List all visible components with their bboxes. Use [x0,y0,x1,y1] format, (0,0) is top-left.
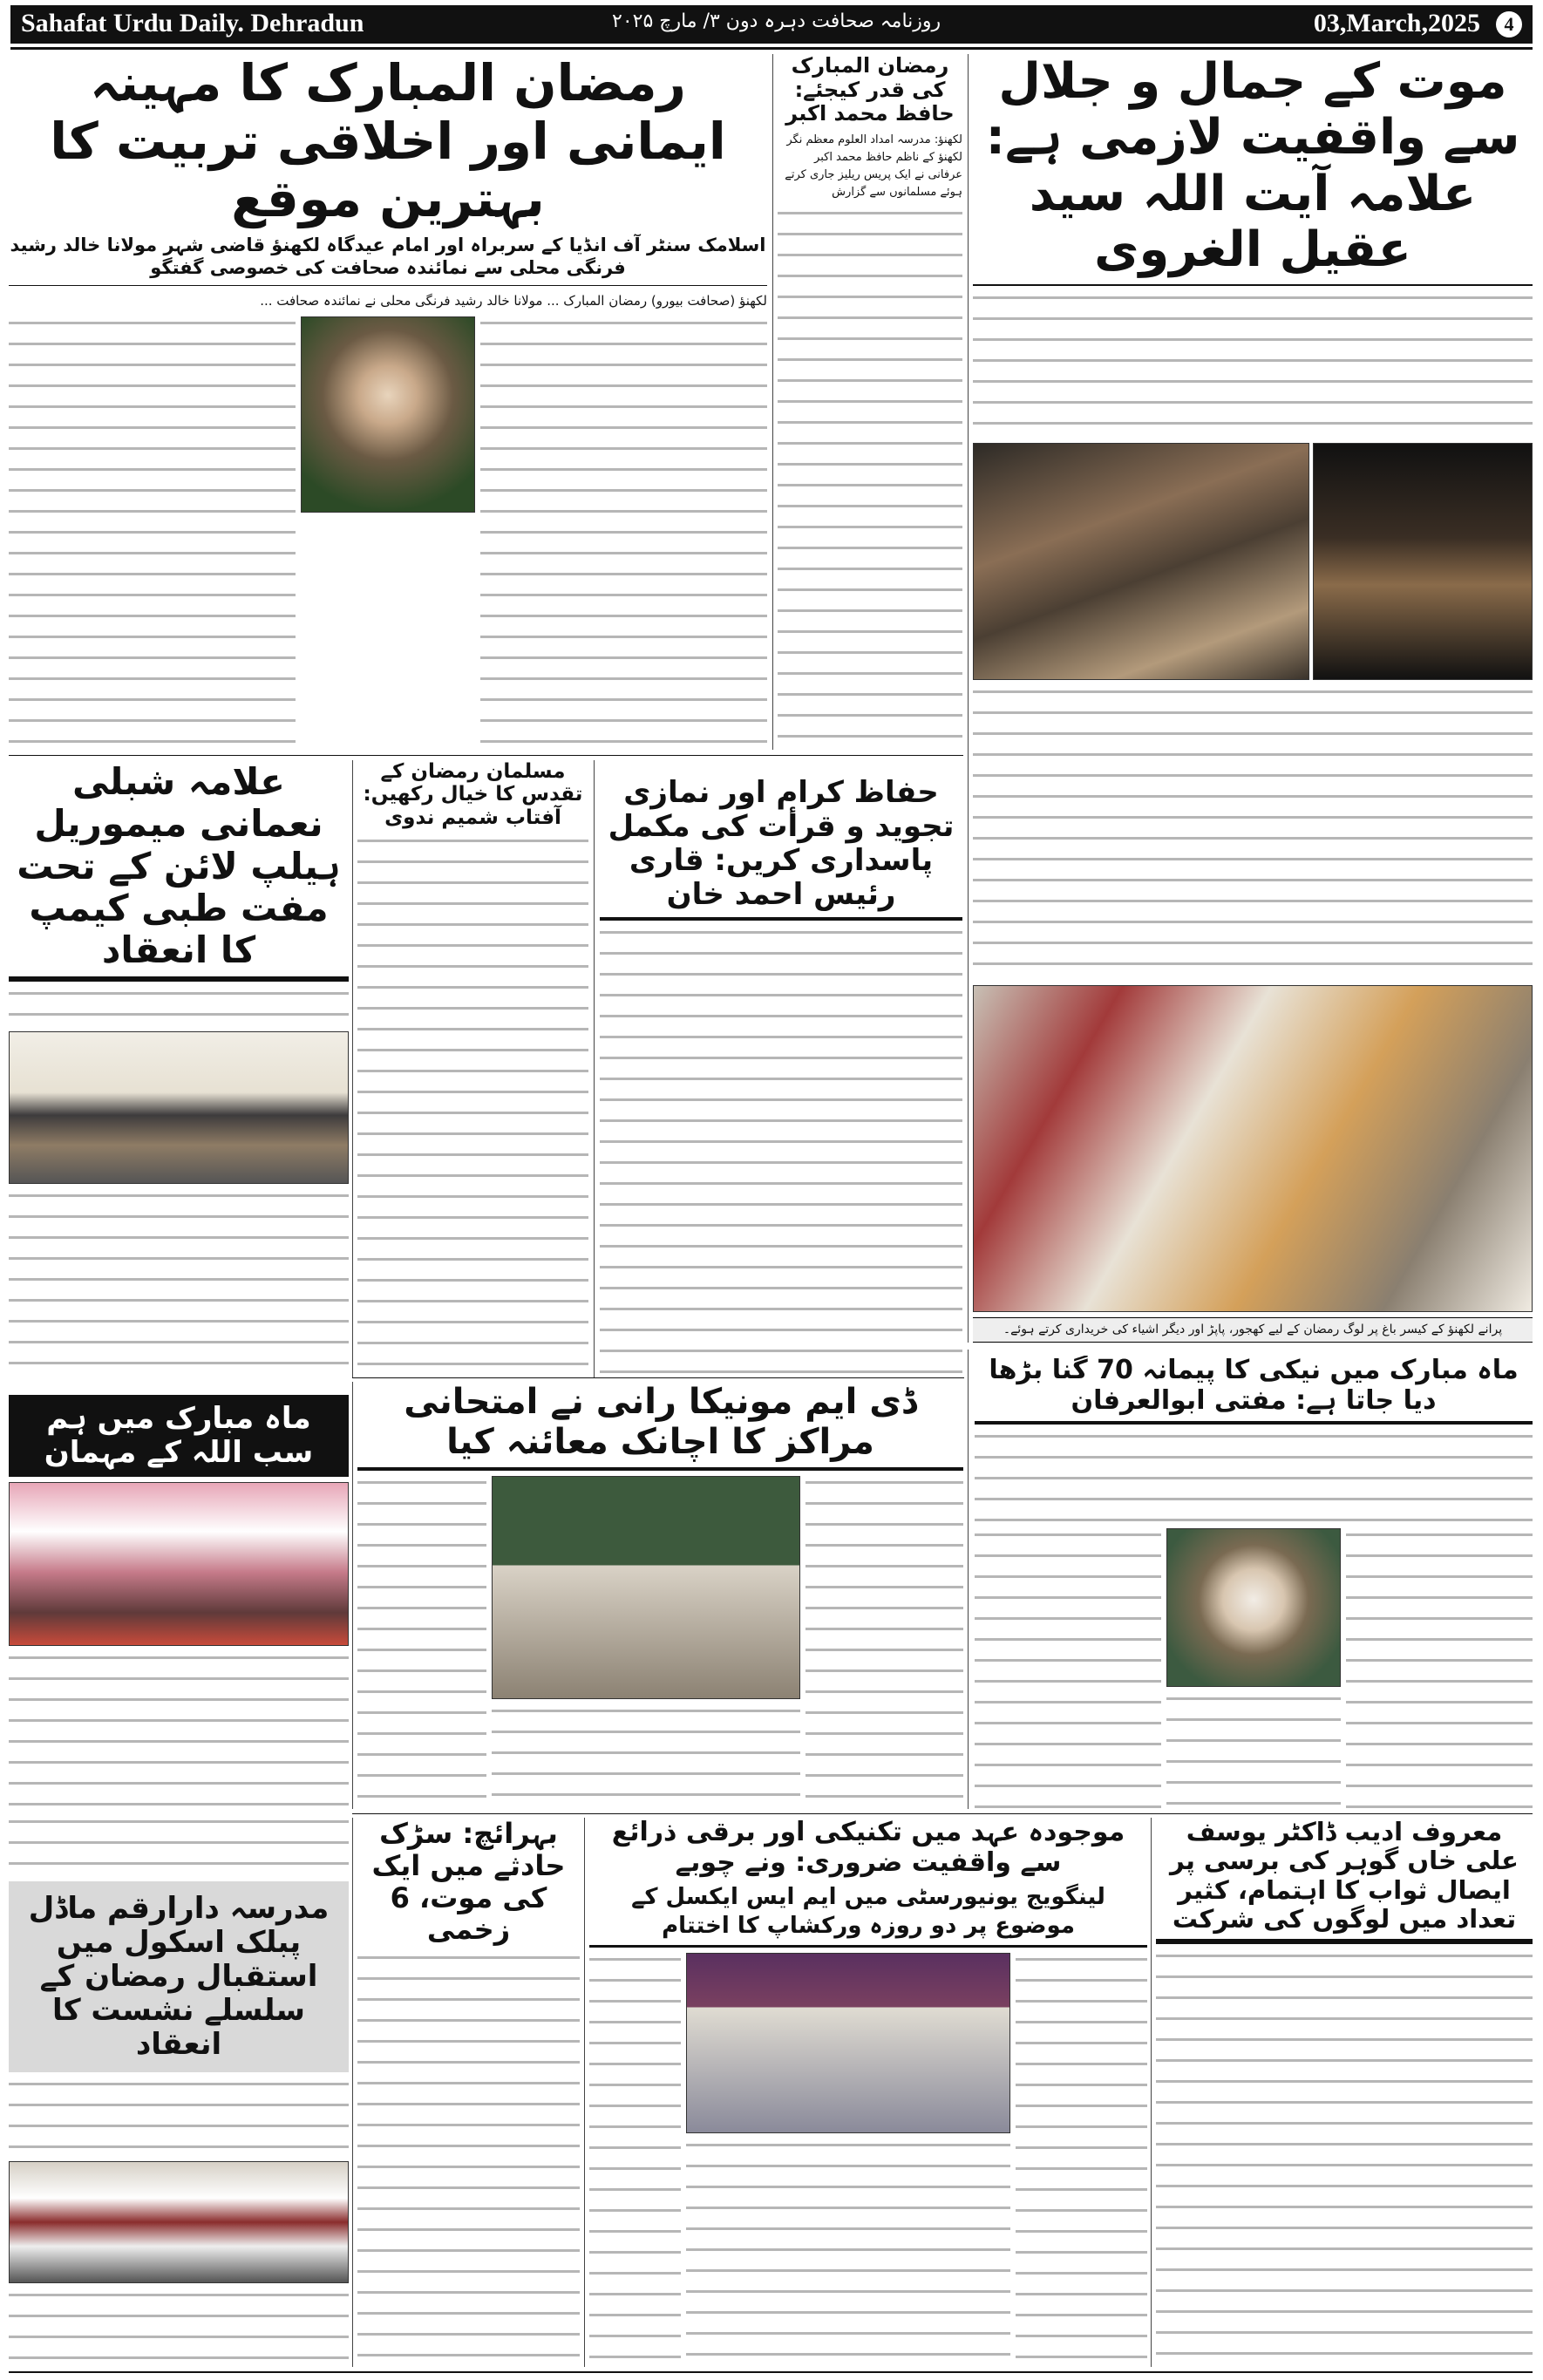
body-text [686,2139,1010,2367]
article-qari-raees [600,776,962,1376]
body-text [778,207,962,750]
divider [589,1945,1147,1948]
article-ramadan-training [9,54,767,750]
headline-bahraich-accident: بہرائچ: سڑک حادثے میں ایک کی موت، 6 زخمی [371,1818,566,1947]
divider [9,755,963,756]
body-text [975,1430,1533,1523]
article-allah-guests [9,1395,349,1810]
article-yusuf-gohar [1156,1818,1533,2367]
divider [357,1467,963,1471]
footer-rule [9,2371,1533,2373]
body-text [975,1528,1161,1809]
body-text [9,2288,349,2367]
divider [352,1813,1533,1814]
headline-allah-guests: ماہ مبارک میں ہم سب اللہ کے مہمان [9,1395,349,1477]
article-darularqam [9,1815,349,2367]
column-divider [584,1818,585,2367]
body-text [480,316,767,750]
body-text [805,1476,963,1811]
headline-ramadan-training: رمضان المبارک کا مہینہ ایمانی اور اخلاقی تربیت کا بہترین موقع [50,54,726,229]
newspaper-name-urdu: روزنامہ صحافت دہرہ دون ۳/ مارچ ۲۰۲۵ [612,10,941,32]
photo-exam-centre [492,1476,800,1699]
body-text [9,1651,349,1810]
photo-caption: پرانے لکھنؤ کے کیسر باغ پر لوگ رمضان کے لیے کھجور، پاپڑ اور دیگر اشیاء کی خریداری کرتے ہوئے۔ [973,1317,1533,1343]
photo-allama-speaking [1313,443,1533,680]
photo-mufti-abulirfan [1166,1528,1341,1687]
divider [975,1421,1533,1425]
body-text [9,2077,349,2156]
body-text [1156,1949,1533,2367]
divider [9,976,349,982]
body-text [973,685,1533,980]
headline-darularqam: مدرسہ دارارقم ماڈل پبلک اسکول میں استقبال رمضان کے سلسلے نشست کا انعقاد [9,1881,349,2072]
divider [973,284,1533,286]
headline-mufti-abulirfan: ماہ مبارک میں نیکی کا پیمانہ 70 گنا بڑھا دیا جاتا ہے: مفتی ابوالعرفان [989,1356,1519,1416]
article-lingua-workshop [589,1818,1147,2367]
article-bahraich-accident [357,1818,580,2367]
divider [600,917,962,921]
body-text [9,316,296,750]
photo-school-gathering [9,2161,349,2283]
headline-aftab-nadvi: مسلمان رمضان کے تقدس کا خیال رکھیں: آفتاب شمیم ندوی [363,760,583,829]
headline-yusuf-gohar: معروف ادیب ڈاکٹر یوسف علی خاں گوہر کی برسی پر ایصال ثواب کا اہتمام، کثیر تعداد میں لوگوں کی شرکت [1169,1818,1519,1935]
headline-qari-raees: حفاظ کرام اور نمازی تجوید و قرأت کی مکمل پاسداری کریں: قاری رئیس احمد خان [608,776,955,913]
article-shibli-camp [9,761,349,1380]
masthead [10,5,1533,44]
divider [1156,1939,1533,1944]
body-text [357,1476,486,1811]
column-divider [1151,1818,1152,2367]
photo-workshop [686,1953,1010,2133]
article-aftab-nadvi [357,760,588,1377]
body-text [9,987,349,1026]
body-text [600,926,962,1376]
photo-majlis-audience [973,443,1309,680]
photo-market-shopping [973,985,1533,1312]
subheadline-lingua-workshop: لینگویج یونیورسٹی میں ایم ایس ایکسل کے موضوع پر دو روزہ ورکشاپ کا اختتام [631,1884,1105,1939]
subheadline-ramadan-training: اسلامک سنٹر آف انڈیا کے سربراہ اور امام عیدگاہ لکھنؤ قاضی شہر مولانا خالد رشید فرنگی محلی سے نمائندہ صحافت کی خصوصی گفتگو [10,235,766,279]
body-text [492,1704,800,1811]
headline-dm-inspection: ڈی ایم مونیکا رانی نے امتحانی مراکز کا اچانک معائنہ کیا [404,1382,917,1462]
page-number: 4 [1496,11,1522,37]
body-text [1016,1953,1147,2367]
body-text [1166,1692,1341,1809]
lead-hafiz-akbar: لکھنؤ: مدرسہ امداد العلوم معظم نگر لکھنؤ کے ناظم حافظ محمد اکبر عرفانی نے ایک پریس ریلیز جاری کرتے ہوئے مسلمانوں سے گزارش [785,133,962,200]
body-text [357,1951,580,2367]
lead-ramadan-training: لکھنؤ (صحافت بیورو) رمضان المبارک ... مولانا خالد رشید فرنگی محلی نے نمائندہ صحافت ... [260,292,767,309]
photo-medical-camp [9,1031,349,1184]
body-text [973,291,1533,439]
body-text [1346,1528,1533,1809]
body-text [9,1815,349,1876]
headline-aqeel-gharavi: موت کے جمال و جلال سے واقفیت لازمی ہے: علامہ آیت اللہ سید عقیل الغروی [985,54,1520,279]
column-divider [352,1382,353,1809]
photo-ramadan-gathering [9,1482,349,1646]
body-text [9,1189,349,1380]
newspaper-name-english: Sahafat Urdu Daily. Dehradun [21,9,364,37]
column-divider [968,1350,969,1809]
headline-hafiz-akbar: رمضان المبارک کی قدر کیجئے: حافظ محمد اکبر [785,54,955,126]
body-text [357,834,588,1377]
column-divider [594,760,595,1377]
divider [9,285,767,286]
article-aqeel-gharavi [973,54,1533,1343]
column-divider [352,760,353,1377]
divider [352,1377,964,1378]
headline-lingua-workshop: موجودہ عہد میں تکنیکی اور برقی ذرائع سے واقفیت ضروری: ونے چوبے [611,1818,1125,1878]
article-mufti-abulirfan [975,1356,1533,1809]
photo-khalid-rasheed [301,316,475,513]
body-text [589,1953,681,2367]
article-dm-inspection [357,1382,963,1811]
headline-shibli-camp: علامہ شبلی نعمانی میموریل ہیلپ لائن کے تحت مفت طبی کیمپ کا انعقاد [17,761,341,972]
column-divider [352,1818,353,2367]
article-hafiz-akbar [778,54,962,750]
masthead-rule [10,47,1533,50]
column-divider [772,54,773,750]
column-divider [968,54,969,1343]
issue-date: 03,March,2025 [1313,9,1480,37]
